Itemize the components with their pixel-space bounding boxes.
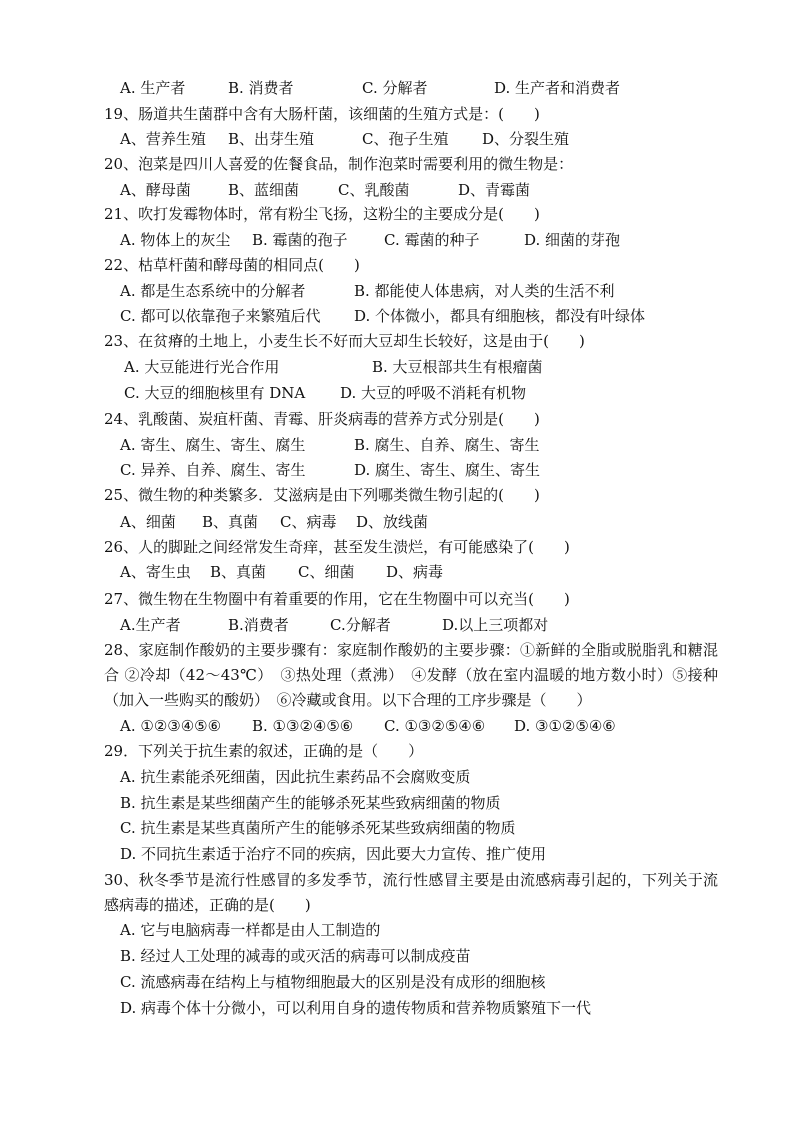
q20-option-c: C、乳酸菌 — [338, 181, 410, 199]
q20-option-b: B、蓝细菌 — [228, 181, 300, 199]
q22-option-c: C. 都可以依靠孢子来繁殖后代 — [120, 307, 321, 325]
q30-option-a: A. 它与电脑病毒一样都是由人工制造的 — [120, 921, 381, 939]
q25-option-c: C、病毒 — [280, 513, 337, 531]
q25-option-a: A、细菌 — [120, 513, 176, 531]
q30-number: 30、 — [104, 871, 139, 889]
q24-stem — [104, 409, 540, 429]
q18-option-c: C. 分解者 — [362, 79, 428, 97]
q21-text: 吹打发霉物体时，常有粉尘飞扬，这粉尘的主要成分是( ) — [138, 205, 540, 223]
q29-text: 下列关于抗生素的叙述，正确的是（ ） — [138, 742, 424, 760]
q23-option-c: C. 大豆的细胞核里有 DNA — [124, 384, 306, 402]
q27-option-d: D.以上三项都对 — [442, 616, 549, 634]
q28-option-c: C. ①③②⑤④⑥ — [384, 717, 486, 735]
q29-number: 29． — [104, 742, 139, 760]
q24-option-b: B. 腐生、自养、腐生、寄生 — [354, 436, 540, 454]
q22-text: 枯草杆菌和酵母菌的相同点( ) — [138, 256, 360, 274]
q22-option-b: B. 都能使人体患病，对人类的生活不利 — [354, 282, 615, 300]
q20-text: 泡菜是四川人喜爱的佐餐食品，制作泡菜时需要利用的微生物是： — [138, 155, 574, 173]
q30-option-b: B. 经过人工处理的减毒的或灭活的病毒可以制成疫苗 — [120, 947, 471, 965]
q26-stem — [104, 537, 570, 557]
q26-option-c: C、细菌 — [298, 563, 355, 581]
q20-number: 20、 — [104, 155, 139, 173]
q30-text: 秋冬季节是流行性感冒的多发季节，流行性感冒主要是由流感病毒引起的，下列关于流感病毒的描述，正确的是( ) — [104, 871, 718, 914]
q23-stem — [104, 331, 585, 351]
q28-option-b: B. ①③②④⑤⑥ — [252, 717, 354, 735]
q25-number: 25、 — [104, 486, 139, 504]
q28-option-a: A. ①②③④⑤⑥ — [120, 717, 222, 735]
q18-option-a: A. 生产者 — [120, 79, 186, 97]
q26-text: 人的脚趾之间经常发生奇痒，甚至发生溃烂，有可能感染了( ) — [138, 538, 570, 556]
q29-option-b: B. 抗生素是某些细菌产生的能够杀死某些致病细菌的物质 — [120, 794, 501, 812]
q18-option-d: D. 生产者和消费者 — [494, 79, 621, 97]
q23-option-d: D. 大豆的呼吸不消耗有机物 — [340, 384, 527, 402]
q21-option-d: D. 细菌的芽孢 — [524, 231, 621, 249]
q21-option-b: B. 霉菌的孢子 — [252, 231, 348, 249]
q27-option-c: C.分解者 — [330, 616, 391, 634]
q26-number: 26、 — [104, 538, 139, 556]
q27-number: 27、 — [104, 590, 139, 608]
q30-stem — [104, 868, 718, 918]
q23-text: 在贫瘠的土地上，小麦生长不好而大豆却生长较好，这是由于( ) — [138, 332, 585, 350]
q29-stem — [104, 741, 423, 761]
q19-option-a: A、营养生殖 — [120, 130, 206, 148]
q23-option-a: A. 大豆能进行光合作用 — [124, 358, 280, 376]
q25-text: 微生物的种类繁多．艾滋病是由下列哪类微生物引起的( ) — [138, 486, 540, 504]
q20-option-d: D、青霉菌 — [458, 181, 531, 199]
q26-option-d: D、病毒 — [386, 563, 444, 581]
q19-option-d: D、分裂生殖 — [482, 130, 570, 148]
q27-option-a: A.生产者 — [120, 616, 181, 634]
q19-option-c: C、孢子生殖 — [362, 130, 449, 148]
q27-option-b: B.消费者 — [228, 616, 289, 634]
q24-option-a: A. 寄生、腐生、寄生、腐生 — [120, 436, 306, 454]
q27-stem — [104, 589, 570, 609]
q28-stem — [104, 638, 718, 713]
q26-option-a: A、寄生虫 — [120, 563, 191, 581]
q21-option-a: A. 物体上的灰尘 — [120, 231, 231, 249]
q20-stem — [104, 154, 573, 174]
q22-option-d: D. 个体微小，都具有细胞核，都没有叶绿体 — [354, 307, 646, 325]
q29-option-c: C. 抗生素是某些真菌所产生的能够杀死某些致病细菌的物质 — [120, 819, 516, 837]
q22-number: 22、 — [104, 256, 139, 274]
q24-number: 24、 — [104, 410, 139, 428]
q24-text: 乳酸菌、炭疽杆菌、青霉、肝炎病毒的营养方式分别是( ) — [138, 410, 540, 428]
q28-option-d: D. ③①②⑤④⑥ — [514, 717, 616, 735]
q19-stem — [104, 104, 540, 124]
q30-option-c: C. 流感病毒在结构上与植物细胞最大的区别是没有成形的细胞核 — [120, 973, 546, 991]
q18-option-b: B. 消费者 — [228, 79, 294, 97]
q19-number: 19、 — [104, 105, 139, 123]
q30-option-d: D. 病毒个体十分微小，可以利用自身的遗传物质和营养物质繁殖下一代 — [120, 999, 592, 1017]
q24-option-c: C. 异养、自养、腐生、寄生 — [120, 461, 306, 479]
q25-stem — [104, 485, 540, 505]
q20-option-a: A、酵母菌 — [120, 181, 191, 199]
q25-option-b: B、真菌 — [202, 513, 259, 531]
q19-text: 肠道共生菌群中含有大肠杆菌，该细菌的生殖方式是：( ) — [138, 105, 540, 123]
q23-number: 23、 — [104, 332, 139, 350]
q26-option-b: B、真菌 — [210, 563, 267, 581]
q29-option-d: D. 不同抗生素适于治疗不同的疾病，因此要大力宣传、推广使用 — [120, 845, 547, 863]
q27-text: 微生物在生物圈中有着重要的作用，它在生物圈中可以充当( ) — [138, 590, 570, 608]
q19-option-b: B、出芽生殖 — [228, 130, 315, 148]
q21-stem — [104, 204, 540, 224]
q24-option-d: D. 腐生、寄生、腐生、寄生 — [354, 461, 541, 479]
q29-option-a: A. 抗生素能杀死细菌，因此抗生素药品不会腐败变质 — [120, 768, 471, 786]
q28-text: 家庭制作酸奶的主要步骤有：家庭制作酸奶的主要步骤：①新鲜的全脂或脱脂乳和糖混合 ②冷却（42～43℃） ③热处理（煮沸） ④发酵（放在室内温暖的地方数小时）⑤接种（加入一些购买的酸奶） ⑥冷藏或食用。以下合理的工序步骤是（ ） — [104, 641, 718, 709]
q21-number: 21、 — [104, 205, 139, 223]
q28-number: 28、 — [104, 641, 139, 659]
q22-option-a: A. 都是生态系统中的分解者 — [120, 282, 306, 300]
q22-stem — [104, 255, 360, 275]
q21-option-c: C. 霉菌的种子 — [384, 231, 480, 249]
q25-option-d: D、放线菌 — [356, 513, 429, 531]
q23-option-b: B. 大豆根部共生有根瘤菌 — [372, 358, 543, 376]
